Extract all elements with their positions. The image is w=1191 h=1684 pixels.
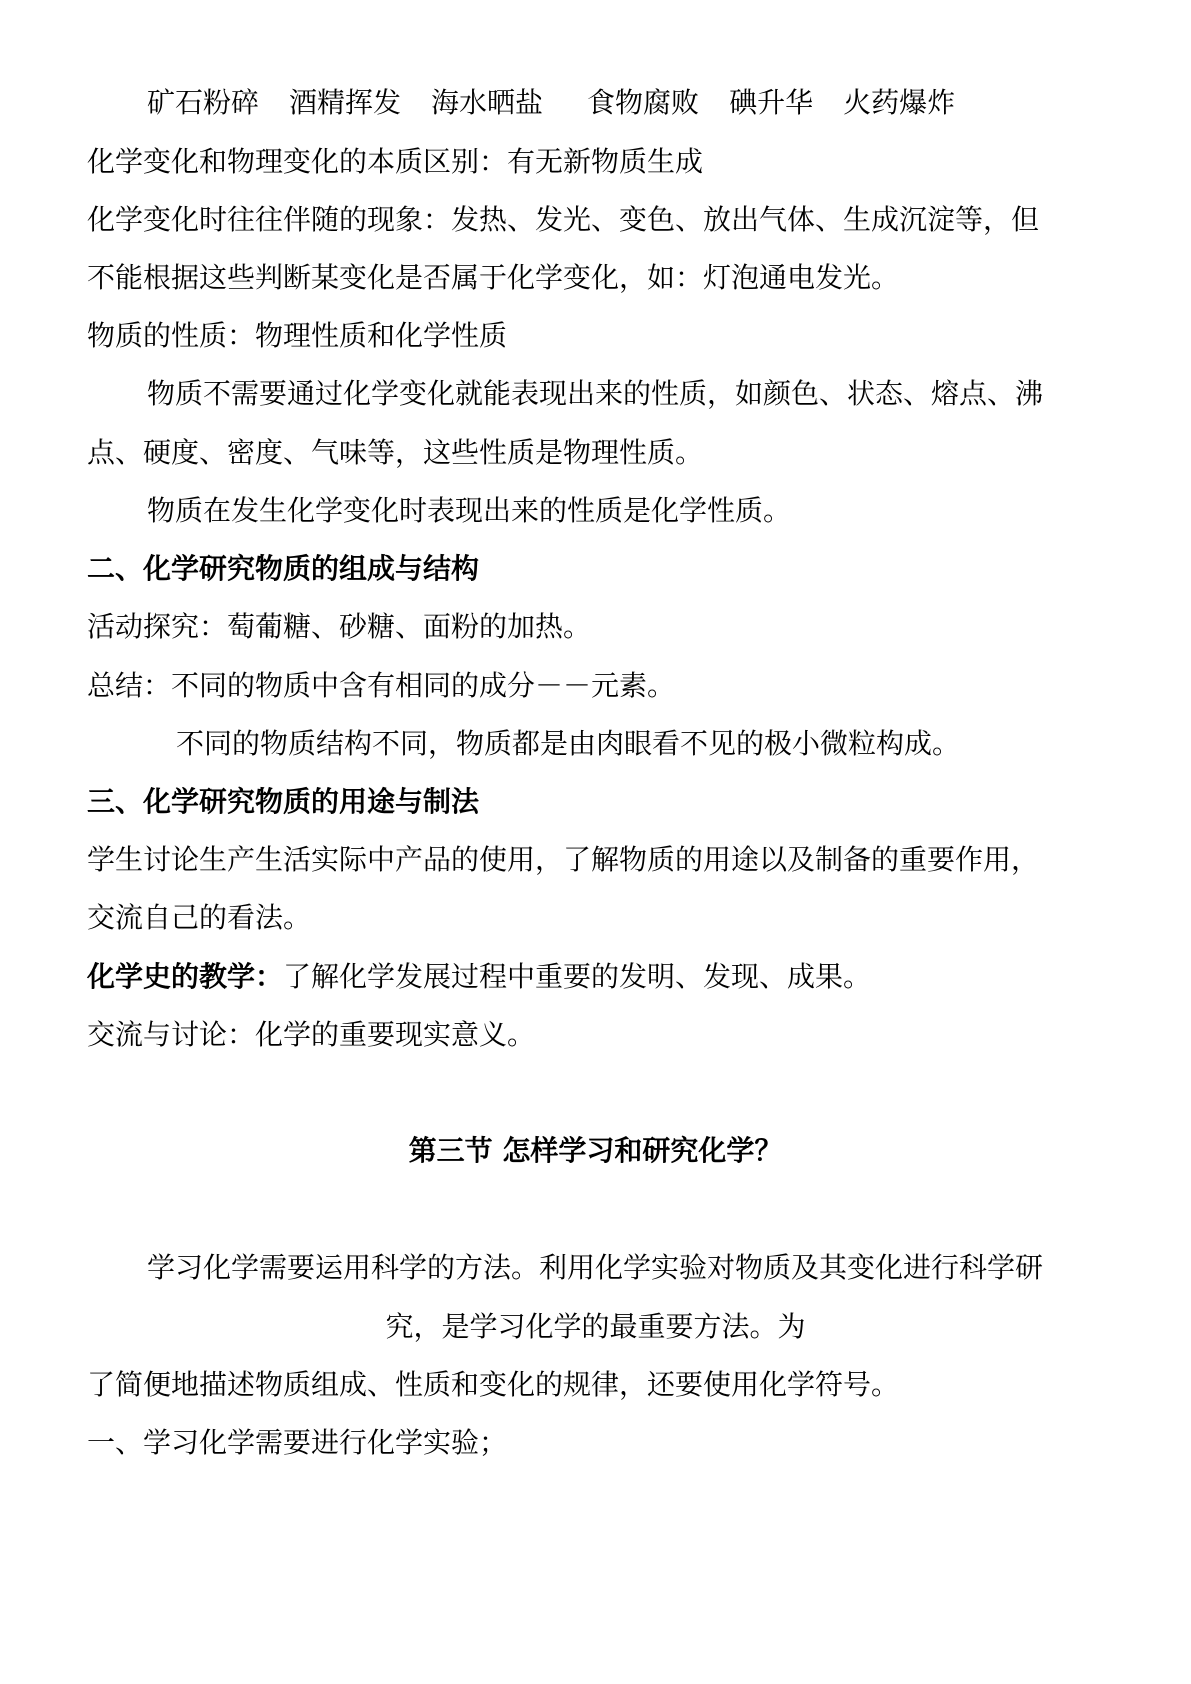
- discussion-line-1: 学生讨论生产生活实际中产品的使用，了解物质的用途以及制备的重要作用，: [87, 843, 1040, 876]
- method-line-1: 学习化学需要运用科学的方法。利用化学实验对物质及其变化进行科学研: [147, 1251, 1044, 1284]
- summary-line: 总结：不同的物质中含有相同的成分－－元素。: [87, 669, 676, 702]
- history-label: 化学史的教学：: [87, 960, 284, 993]
- examples-line: [147, 84, 985, 122]
- phenomena-line-1: 化学变化时往往伴随的现象：发热、发光、变色、放出气体、生成沉淀等，但: [87, 203, 1040, 236]
- chemical-property: 物质在发生化学变化时表现出来的性质是化学性质。: [147, 494, 792, 527]
- physical-property-line-2: 点、硬度、密度、气味等，这些性质是物理性质。: [87, 436, 704, 469]
- chapter-title: 第三节 怎样学习和研究化学？: [408, 1134, 783, 1167]
- example-item: 碘升华: [729, 86, 814, 119]
- example-item: 矿石粉碎: [147, 86, 260, 119]
- history-line: [87, 958, 871, 996]
- essential-difference: 化学变化和物理变化的本质区别：有无新物质生成: [87, 145, 704, 178]
- section-heading-3: 三、化学研究物质的用途与制法: [87, 785, 480, 818]
- discussion-line-2: 交流自己的看法。: [87, 901, 312, 934]
- activity-line: 活动探究：萄葡糖、砂糖、面粉的加热。: [87, 610, 592, 643]
- history-text: 了解化学发展过程中重要的发明、发现、成果。: [283, 960, 872, 993]
- phenomena-line-2: 不能根据这些判断某变化是否属于化学变化，如：灯泡通电发光。: [87, 261, 900, 294]
- section-heading-2: 二、化学研究物质的组成与结构: [87, 552, 480, 585]
- example-item: 酒精挥发: [289, 86, 402, 119]
- method-line-2: 究，是学习化学的最重要方法。为: [385, 1310, 806, 1343]
- example-item: 火药爆炸: [843, 86, 956, 119]
- exchange-line: 交流与讨论：化学的重要现实意义。: [87, 1018, 536, 1051]
- physical-property-line-1: 物质不需要通过化学变化就能表现出来的性质，如颜色、状态、熔点、沸: [147, 377, 1044, 410]
- properties-title: 物质的性质：物理性质和化学性质: [87, 319, 508, 352]
- example-item: 海水晒盐: [431, 86, 544, 119]
- structure-line: 不同的物质结构不同，物质都是由肉眼看不见的极小微粒构成。: [176, 727, 961, 760]
- point-line-1: 一、学习化学需要进行化学实验；: [87, 1426, 508, 1459]
- example-item: 食物腐败: [587, 86, 700, 119]
- method-line-3: 了简便地描述物质组成、性质和变化的规律，还要使用化学符号。: [87, 1368, 900, 1401]
